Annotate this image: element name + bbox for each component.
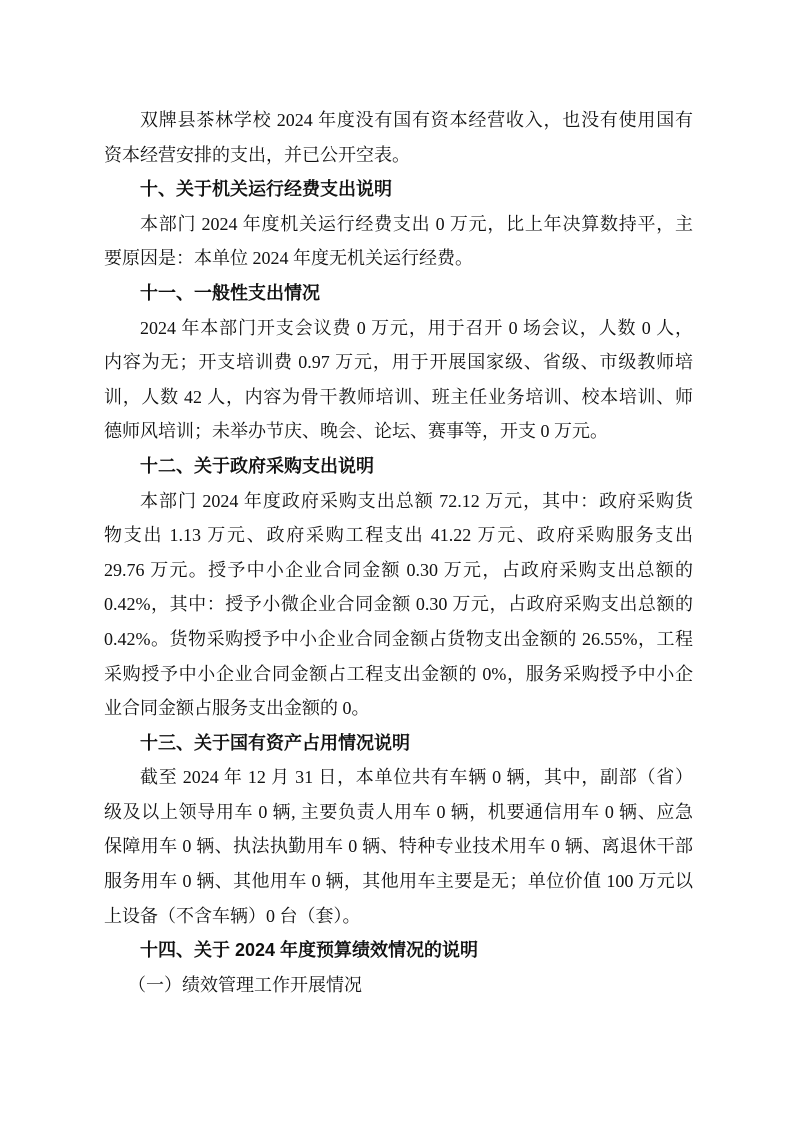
text-line: 采购授予中小企业合同金额占工程支出金额的 0%，服务采购授予中小企 (104, 663, 693, 684)
text-line: 级及以上领导用车 0 辆, 主要负责人用车 0 辆，机要通信用车 0 辆、应急 (104, 801, 693, 822)
section-heading: 十、关于机关运行经费支出说明 (140, 179, 392, 200)
paragraph (104, 760, 693, 933)
text-line: 2024 年本部门开支会议费 0 万元，用于召开 0 场会议，人数 0 人， (140, 317, 693, 338)
subsection-heading: （一）绩效管理工作开展情况 (128, 974, 362, 995)
text-line: 服务用车 0 辆、其他用车 0 辆，其他用车主要是无；单位价值 100 万元以 (104, 871, 693, 892)
text-line: 本部门 2024 年度机关运行经费支出 0 万元，比上年决算数持平，主 (140, 213, 693, 234)
text-line: 0.42%。货物采购授予中小企业合同金额占货物支出金额的 26.55%，工程 (104, 628, 693, 649)
text-line: 德师风培训；未举办节庆、晚会、论坛、赛事等，开支 0 万元。 (104, 421, 608, 442)
text-line: 业合同金额占服务支出金额的 0。 (104, 698, 370, 719)
paragraph (104, 311, 693, 449)
document-body (104, 103, 693, 1002)
paragraph (104, 207, 693, 276)
text-line: 0.42%，其中：授予小微企业合同金额 0.30 万元，占政府采购支出总额的 (104, 594, 693, 615)
text-line: 双牌县茶林学校 2024 年度没有国有资本经营收入，也没有使用国有 (140, 110, 693, 130)
text-line: 上设备（不含车辆）0 台（套）。 (104, 905, 361, 926)
section-heading: 十三、关于国有资产占用情况说明 (140, 732, 410, 753)
text-line: 资本经营安排的支出，并已公开空表。 (104, 144, 410, 165)
text-line: 保障用车 0 辆、执法执勤用车 0 辆、特种专业技术用车 0 辆、离退休干部 (104, 836, 693, 857)
text-line: 内容为无；开支培训费 0.97 万元，用于开展国家级、省级、市级教师培 (104, 352, 693, 373)
section-heading: 十四、关于 2024 年度预算绩效情况的说明 (140, 940, 479, 961)
text-line: 截至 2024 年 12 月 31 日，本单位共有车辆 0 辆，其中，副部（省） (140, 767, 693, 788)
text-line: 本部门 2024 年度政府采购支出总额 72.12 万元，其中：政府采购货 (140, 490, 693, 511)
paragraph (104, 484, 693, 726)
text-line: 要原因是：本单位 2024 年度无机关运行经费。 (104, 248, 473, 269)
section-heading: 十一、一般性支出情况 (140, 282, 320, 303)
paragraph (104, 103, 693, 172)
text-line: 物支出 1.13 万元、政府采购工程支出 41.22 万元、政府采购服务支出 (104, 525, 693, 546)
text-line: 29.76 万元。授予中小企业合同金额 0.30 万元，占政府采购支出总额的 (104, 559, 693, 580)
text-line: 训，人数 42 人，内容为骨干教师培训、班主任业务培训、校本培训、师 (104, 386, 693, 407)
section-heading: 十二、关于政府采购支出说明 (140, 455, 374, 476)
